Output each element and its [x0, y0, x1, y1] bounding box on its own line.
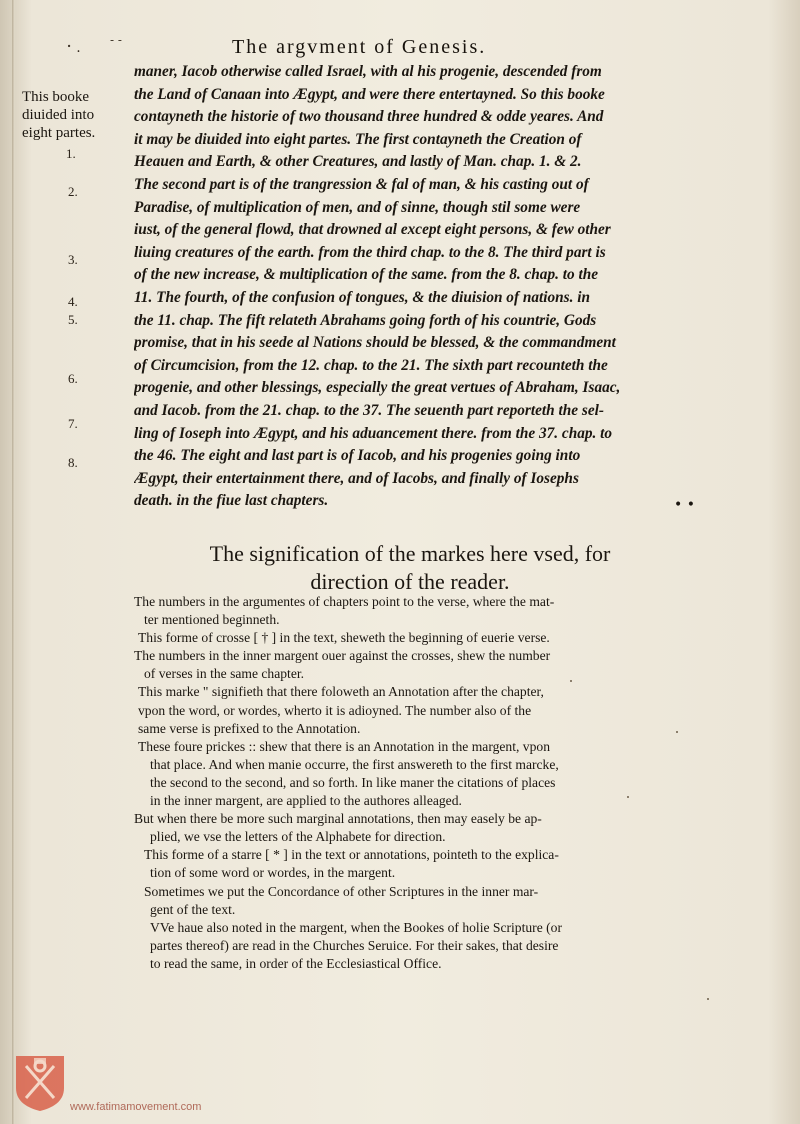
signification-line: in the inner margent, are applied to the authores alleaged. — [150, 793, 462, 809]
argument-line: and Iacob. from the 21. chap. to the 37. The seuenth part reporteth the sel- — [134, 401, 604, 419]
signification-line: to read the same, in order of the Ecclesiastical Office. — [150, 955, 442, 971]
signification-line: This marke " signifieth that there foloweth an Annotation after the chapter, — [138, 684, 544, 700]
margin-number: 7. — [68, 416, 78, 431]
argument-line: of the new increase, & multiplication of the same. from the 8. chap. to the — [134, 266, 599, 284]
signification-line: of verses in the same chapter. — [144, 666, 305, 682]
argument-line: it may be diuided into eight partes. The first contayneth the Creation of — [134, 130, 582, 148]
signification-text — [134, 593, 714, 973]
margin-note-line: This booke — [22, 89, 90, 105]
ink-speck-mark: • • — [674, 497, 695, 513]
signification-line: tion of some word or wordes, in the margent. — [150, 865, 396, 881]
section-heading-line: direction of the reader. — [310, 569, 510, 594]
argument-line: Heauen and Earth, & other Creatures, and lastly of Man. chap. 1. & 2. — [134, 153, 582, 171]
section-heading — [140, 540, 680, 596]
signification-line: The numbers in the argumentes of chapters point to the verse, where the mat- — [134, 594, 555, 609]
argument-line: maner, Iacob otherwise called Israel, with al his progenie, descended from — [134, 63, 602, 80]
page-fold-shadow — [12, 0, 15, 1124]
signification-line: ter mentioned beginneth. — [144, 612, 280, 628]
argument-line: contayneth the historie of two thousand three hundred & odde yeares. And — [134, 108, 604, 126]
argument-line: 11. The fourth, of the confusion of tongues, & the diuision of nations. in — [134, 288, 591, 306]
argument-line: iust, of the general flowd, that drowned al except eight persons, & few other — [134, 221, 611, 239]
signification-line: Sometimes we put the Concordance of other Scriptures in the inner mar- — [144, 883, 539, 899]
argument-line: the 11. chap. The fift relateth Abrahams going forth of his countrie, Gods — [134, 311, 597, 329]
section-heading-line: The signification of the markes here vsed, for — [209, 541, 611, 566]
ink-speck — [570, 680, 572, 682]
signification-line: plied, we vse the letters of the Alphabete for direction. — [150, 829, 446, 845]
margin-number: 3. — [68, 252, 78, 267]
margin-note — [22, 88, 122, 142]
margin-number: 6. — [68, 371, 78, 386]
argument-line: Ægypt, their entertainment there, and of Iacobs, and finally of Iosephs — [134, 469, 579, 487]
signification-line: This forme of a starre [ * ] in the text or annotations, pointeth to the explica- — [144, 847, 559, 863]
argument-line: death. in the fiue last chapters. — [134, 492, 329, 510]
running-title: The argvment of Genesis. — [232, 36, 487, 58]
signification-line: that place. And when manie occurre, the first answereth to the first marcke, — [150, 756, 559, 772]
ink-speck-mark: - - — [110, 33, 122, 47]
argument-line: the 46. The eight and last part is of Iacob, and his progenies going into — [134, 447, 581, 465]
argument-text — [134, 61, 706, 513]
margin-number: 1. — [66, 146, 76, 161]
argument-line: liuing creatures of the earth. from the third chap. to the 8. The third part is — [134, 243, 606, 261]
argument-line: progenie, and other blessings, especially the great vertues of Abraham, Isaac, — [134, 379, 621, 397]
signification-line: the second to the second, and so forth. In like maner the citations of places — [150, 774, 556, 790]
argument-line: ling of Ioseph into Ægypt, and his aduancement there. from the 37. chap. to — [134, 424, 613, 442]
argument-line: the Land of Canaan into Ægypt, and were there entertayned. So this booke — [134, 85, 605, 103]
argument-line: of Circumcision, from the 12. chap. to the 21. The sixth part recounteth the — [134, 356, 608, 374]
argument-line: Paradise, of multiplication of men, and of sinne, though stil some were — [134, 198, 581, 216]
margin-note-line: eight partes. — [22, 125, 96, 141]
signification-line: VVe haue also noted in the margent, when the Bookes of holie Scripture (or — [150, 919, 562, 935]
signification-line: partes thereof) are read in the Churches Seruice. For their sakes, that desire — [150, 937, 559, 953]
signification-line: This forme of crosse [ † ] in the text, sheweth the beginning of euerie verse. — [138, 630, 550, 646]
argument-line: promise, that in his seede al Nations should be blessed, & the commandment — [134, 334, 616, 352]
argument-line: The second part is of the trangression & fal of man, & his casting out of — [134, 175, 589, 193]
signification-line: But when there be more such marginal annotations, then may easely be ap- — [134, 811, 542, 827]
signification-line: vpon the word, or wordes, wherto it is adioyned. The number also of the — [138, 702, 532, 718]
margin-note-line: diuided into — [22, 107, 95, 123]
watermark-url: www.fatimamovement.com — [70, 1101, 202, 1113]
signification-line: These foure prickes :: shew that there is an Annotation in the margent, vpon — [138, 738, 550, 754]
ink-speck — [676, 731, 678, 733]
signification-line: gent of the text. — [150, 901, 236, 917]
margin-number: 8. — [68, 455, 78, 470]
crossed-keys-logo-icon — [14, 1054, 66, 1112]
margin-number: 4. — [68, 294, 78, 309]
margin-number: 2. — [68, 184, 78, 199]
ink-speck — [707, 998, 709, 1000]
signification-line: The numbers in the inner margent ouer against the crosses, shew the number — [134, 648, 551, 664]
ink-speck — [627, 796, 629, 798]
signification-line: same verse is prefixed to the Annotation. — [138, 720, 361, 736]
margin-number: 5. — [68, 312, 78, 327]
ink-speck-mark: ⠂. — [66, 40, 81, 56]
